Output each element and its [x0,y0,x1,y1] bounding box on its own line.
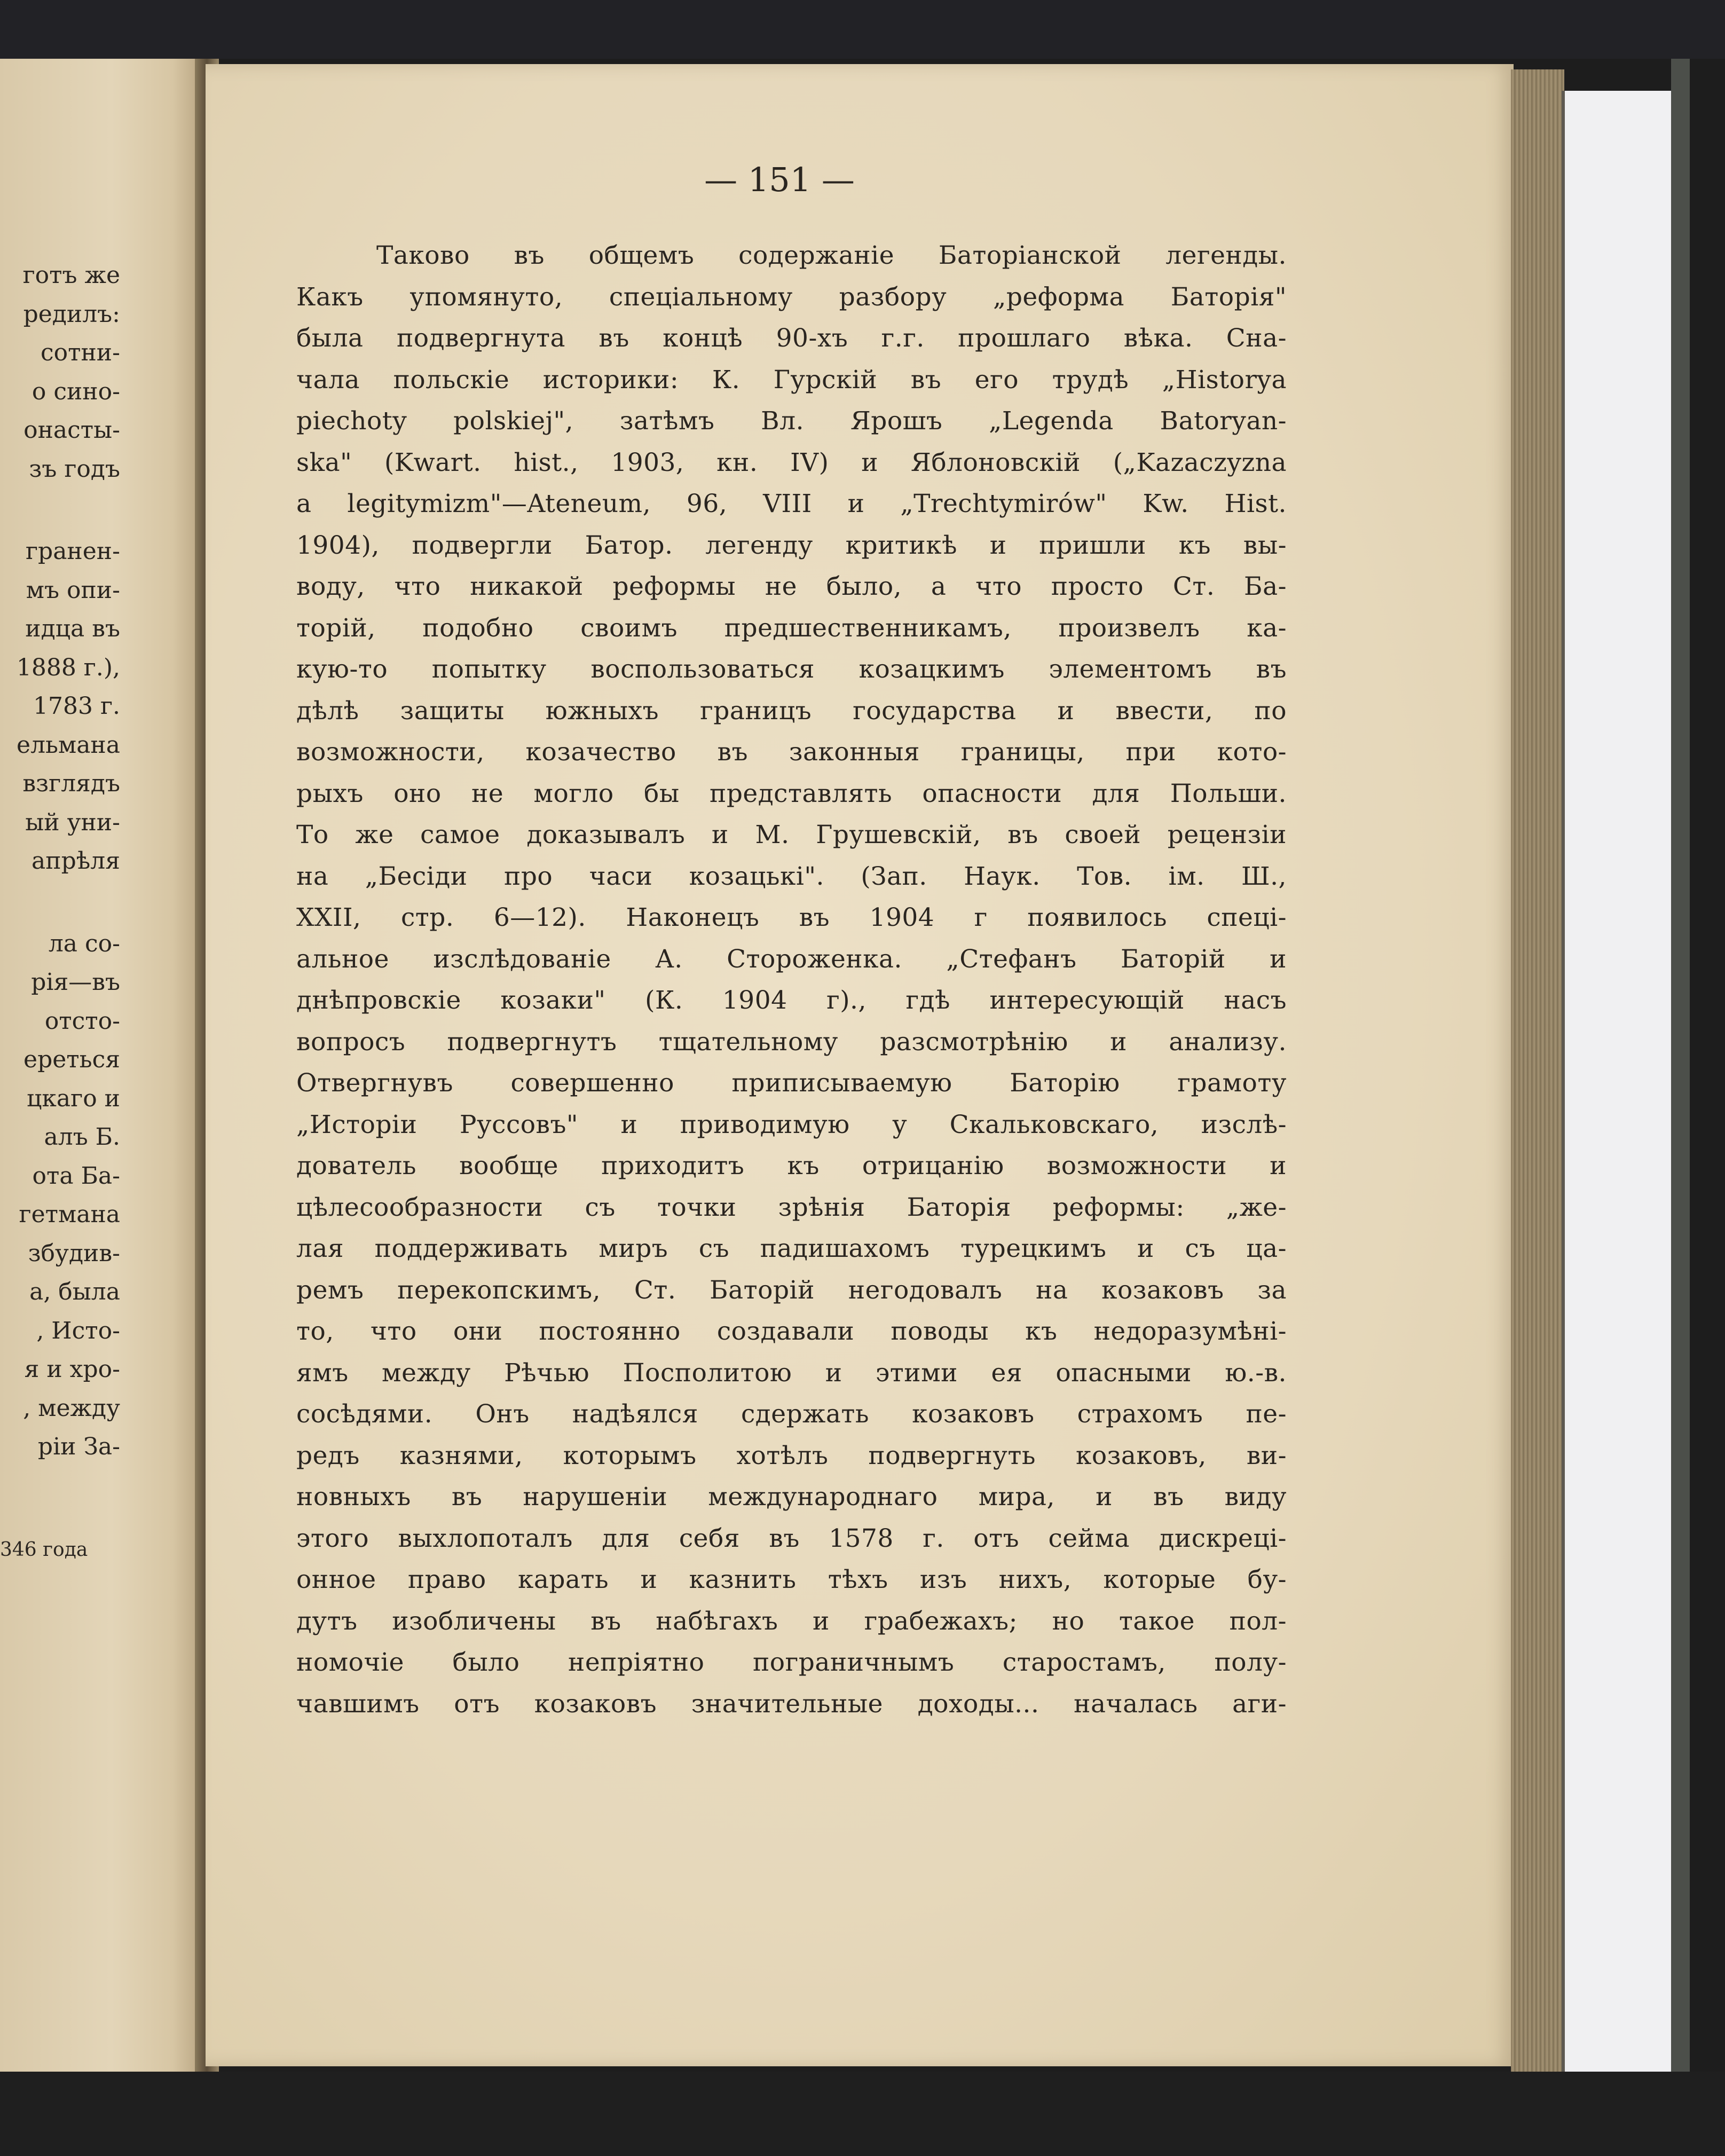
body-line: на „Бесіди про часи козацькі". (Зап. Наук. Тов. ім. Ш., [296,861,1287,891]
body-line: дователь вообще приходитъ къ отрицанію возможности и [296,1151,1287,1181]
body-line: Какъ упомянуто, спеціальному разбору „реформа Баторія" [296,282,1287,312]
body-line: этого выхлопоталъ для себя въ 1578 г. отъ сейма дискреці- [296,1523,1287,1553]
body-line: днѣпровскіе козаки" (К. 1904 г)., гдѣ интересующій насъ [296,986,1287,1015]
body-line: То же самое доказывалъ и М. Грушевскій, въ своей рецензіи [296,820,1287,849]
body-line: ямъ между Рѣчью Посполитою и этими ея опасными ю.-в. [296,1358,1287,1388]
left-line: ла со- [48,930,120,957]
left-line: я и хро- [24,1356,120,1383]
body-line: новныхъ въ нарушеніи международнаго мира, и въ виду [296,1482,1287,1512]
left-line: отсто- [44,1007,120,1035]
body-line: цѣлесообразности съ точки зрѣнія Баторія реформы: „же- [296,1192,1287,1222]
body-line: редъ казнями, которымъ хотѣлъ подвергнуть козаковъ, ви- [296,1441,1287,1470]
cover-spine [1671,59,1690,2130]
left-line: апрѣля [31,847,120,875]
left-footnote: 346 года [0,1538,88,1561]
page-number: — 151 — [704,160,855,199]
left-paragraph-gap [0,489,120,532]
body-line: чавшимъ отъ козаковъ значительные доходы... началась аги- [296,1689,1287,1719]
left-line: взглядъ [22,770,120,797]
body-line: то, что они постоянно создавали поводы къ недоразумѣні- [296,1317,1287,1346]
left-line: редилъ: [23,300,120,328]
background-top [0,0,1725,59]
left-line: 1783 г. [33,693,120,720]
left-line: алъ Б. [44,1123,120,1151]
left-line: готъ же [22,262,120,289]
body-line: номочіе было непріятно пограничнымъ старостамъ, полу- [296,1648,1287,1677]
left-line: сотни- [41,339,120,366]
left-paragraph-gap [0,881,120,925]
left-line: збудив- [28,1239,120,1267]
left-line: гетмана [19,1201,120,1228]
body-line: чала польскіе историки: К. Гурскій въ его трудѣ „Historya [296,365,1287,395]
background-bottom [0,2072,1725,2156]
body-line: онное право карать и казнить тѣхъ изъ нихъ, которые бу- [296,1565,1287,1594]
body-line: лая поддерживать миръ съ падишахомъ турецкимъ и съ ца- [296,1234,1287,1263]
body-line: альное изслѣдованіе А. Стороженка. „Стефанъ Баторій и [296,944,1287,974]
body-line: XXII, стр. 6—12). Наконецъ въ 1904 г появилось спеці- [296,903,1287,932]
body-line: „Исторіи Руссовъ" и приводимую у Скальковскаго, изслѣ- [296,1110,1287,1139]
page-body [296,235,1287,1725]
left-line: ріи За- [37,1433,120,1460]
body-line: Таково въ общемъ содержаніе Баторіанской легенды. [376,241,1287,270]
body-line: воду, что никакой реформы не было, а что просто Ст. Ба- [296,572,1287,601]
left-line: , между [23,1394,120,1422]
body-line: piechoty polskiej", затѣмъ Вл. Ярошъ „Legenda Batoryan- [296,406,1287,436]
left-line: о сино- [31,377,120,405]
body-line: ska" (Kwart. hist., 1903, кн. IV) и Яблоновскій („Kazaczyzna [296,447,1287,477]
page-block-edge [1511,69,1564,2098]
left-line: идца въ [25,615,120,642]
left-line: ельмана [17,731,120,759]
body-line: торій, подобно своимъ предшественникамъ, произвелъ ка- [296,613,1287,643]
left-line: цкаго и [27,1084,120,1112]
left-line: ый уни- [25,808,120,836]
body-line: возможности, козачество въ законныя границы, при кото- [296,737,1287,767]
body-line: a legitymizm"—Ateneum, 96, VIII и „Trechtymirów" Kw. Hist. [296,489,1287,518]
body-line: была подвергнута въ концѣ 90-хъ г.г. прошлаго вѣка. Сна- [296,324,1287,353]
left-line: зъ годъ [29,455,120,483]
body-line: Отвергнувъ совершенно приписываемую Баторію грамоту [296,1068,1287,1098]
left-line: а, была [29,1278,120,1305]
body-line: 1904), подвергли Батор. легенду критикѣ и пришли къ вы- [296,530,1287,560]
body-line: рыхъ оно не могло бы представлять опасности для Польши. [296,778,1287,808]
left-page-text [0,256,120,1569]
left-line: 1888 г.), [16,654,120,681]
left-line: рія—въ [31,969,120,996]
left-line: , Исто- [36,1317,120,1344]
body-line: вопросъ подвергнутъ тщательному разсмотрѣнію и анализу. [296,1027,1287,1057]
left-line: гранен- [25,538,120,565]
body-line: ремъ перекопскимъ, Ст. Баторій негодовалъ на козаковъ за [296,1275,1287,1305]
body-line: кую-то попытку воспользоваться козацкимъ элементомъ въ [296,655,1287,684]
back-cover [1562,91,1677,2077]
left-line: онасты- [23,416,120,444]
body-line: сосѣдями. Онъ надѣялся сдержать козаковъ страхомъ пе- [296,1399,1287,1429]
body-line: дѣлѣ защиты южныхъ границъ государства и ввести, по [296,696,1287,726]
body-line: дутъ изобличены въ набѣгахъ и грабежахъ; но такое пол- [296,1606,1287,1636]
left-line: мъ опи- [26,576,120,604]
left-line: ота Ба- [32,1162,120,1190]
left-line: ереться [23,1046,120,1073]
